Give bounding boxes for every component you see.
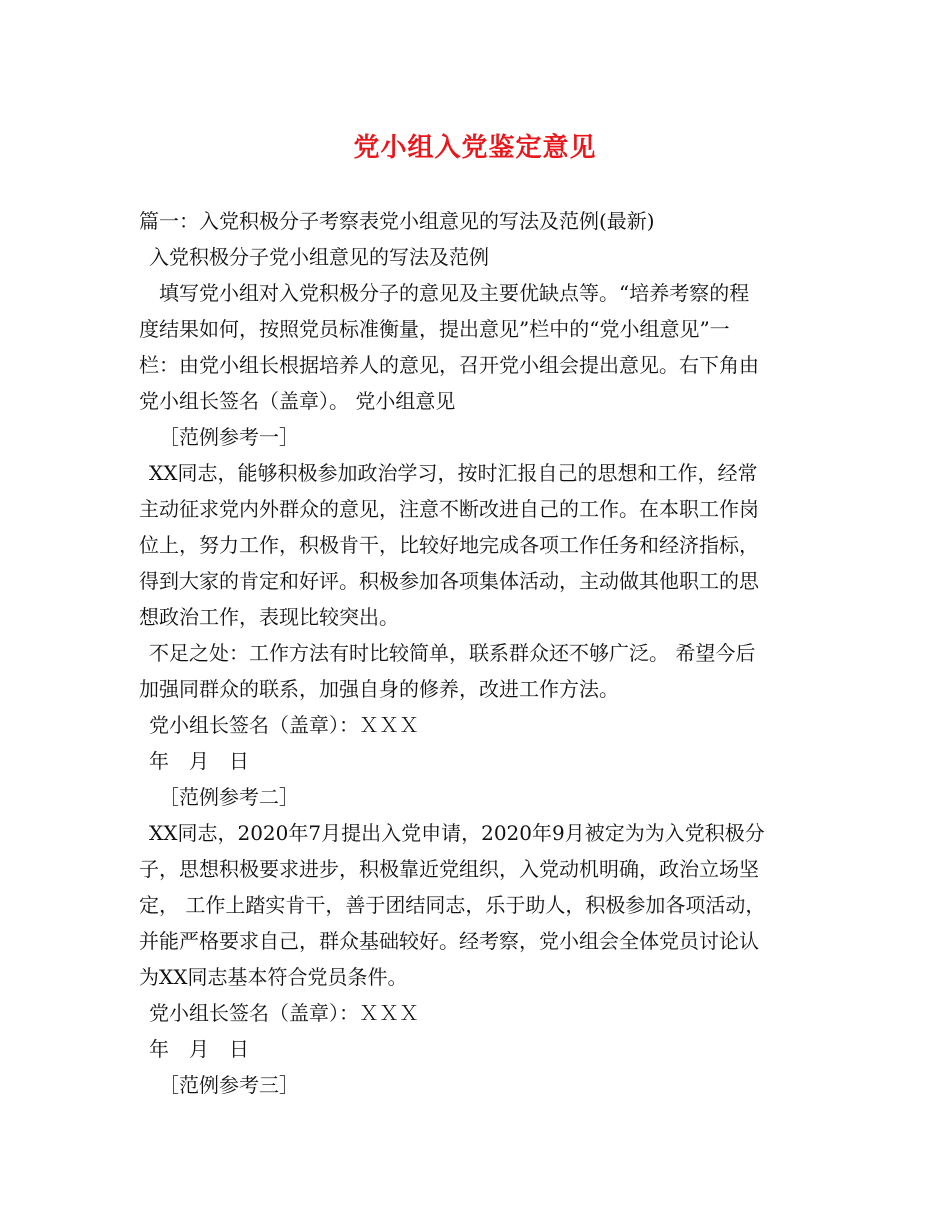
paragraph-line: 为XX同志基本符合党员条件。 <box>139 965 408 989</box>
signature-line: 党小组长签名（盖章）：ＸＸＸ <box>149 1001 419 1025</box>
page-title: 党小组入党鉴定意见 <box>353 133 597 163</box>
paragraph-line: 位上，努力工作，积极肯干，比较好地完成各项工作任务和经济指标， <box>139 533 759 557</box>
paragraph-line: 党小组长签名（盖章）。 党小组意见 <box>139 389 456 413</box>
example-label: ［范例参考一］ <box>159 425 299 449</box>
paragraph-line: 填写党小组对入党积极分子的意见及主要优缺点等。“培养考察的程 <box>159 281 750 305</box>
example-label: ［范例参考三］ <box>159 1073 299 1097</box>
paragraph-line: 度结果如何，按照党员标准衡量，提出意见”栏中的“党小组意见”一 <box>139 317 730 341</box>
paragraph-line: 栏：由党小组长根据培养人的意见，召开党小组会提出意见。右下角由 <box>139 353 759 377</box>
signature-line: 党小组长签名（盖章）：ＸＸＸ <box>149 713 419 737</box>
subheading: 入党积极分子党小组意见的写法及范例 <box>149 245 489 269</box>
paragraph-line: 得到大家的肯定和好评。积极参加各项集体活动，主动做其他职工的思 <box>139 569 759 593</box>
date-line: 年 月 日 <box>149 1037 249 1061</box>
paragraph-line: 主动征求党内外群众的意见，注意不断改进自己的工作。在本职工作岗 <box>139 497 759 521</box>
document-body <box>139 203 829 1103</box>
date-line: 年 月 日 <box>149 749 249 773</box>
paragraph-line: 并能严格要求自己，群众基础较好。经考察，党小组会全体党员讨论认 <box>139 929 759 953</box>
section-heading: 篇一：入党积极分子考察表党小组意见的写法及范例(最新) <box>139 209 655 233</box>
paragraph-line: 想政治工作，表现比较突出。 <box>139 605 399 629</box>
example-label: ［范例参考二］ <box>159 785 299 809</box>
paragraph-line: XX同志，2020年7月提出入党申请，2020年9月被定为为入党积极分 <box>149 821 765 845</box>
paragraph-line: XX同志，能够积极参加政治学习，按时汇报自己的思想和工作，经常 <box>149 461 758 485</box>
paragraph-line: 定， 工作上踏实肯干，善于团结同志，乐于助人，积极参加各项活动， <box>139 893 766 917</box>
paragraph-line: 不足之处：工作方法有时比较简单，联系群众还不够广泛。 希望今后 <box>149 641 756 665</box>
paragraph-line: 加强同群众的联系，加强自身的修养，改进工作方法。 <box>139 677 619 701</box>
paragraph-line: 子，思想积极要求进步，积极靠近党组织，入党动机明确，政治立场坚 <box>139 857 759 881</box>
